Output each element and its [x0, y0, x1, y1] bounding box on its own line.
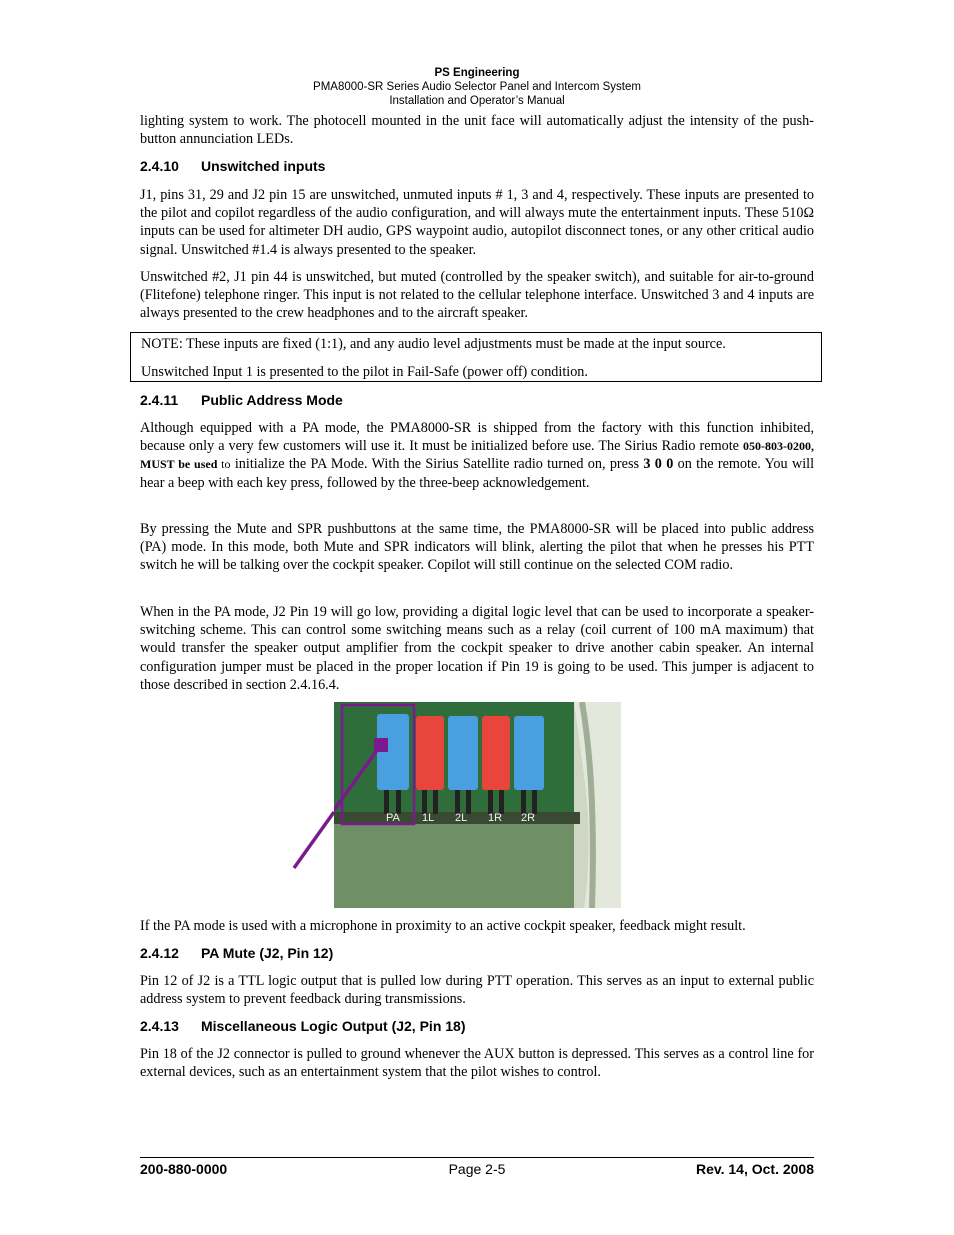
label-2l: 2L: [455, 812, 468, 824]
unswitched-para-1: J1, pins 31, 29 and J2 pin 15 are unswitched, unmuted inputs # 1, 3 and 4, respectively. These inputs are presented to the pilot and copilot regardless of the audio configuration, and will always mute the entertainment inputs. These 510Ω inputs can be used for altimeter DH audio, GPS waypoint audio, autopilot disconnect tones, or any other critical audio signal. Unswitched #1.4 is always presented to the speaker.: [140, 187, 814, 258]
footer-page: Page 2-5: [448, 1161, 506, 1177]
label-1l: 1L: [422, 812, 435, 824]
remote-keys: 3 0 0: [643, 456, 674, 473]
header-product: PMA8000-SR Series Audio Selector Panel and Intercom System: [313, 81, 641, 93]
pa-para-1-to: to: [217, 457, 231, 472]
note-line-2: Unswitched Input 1 is presented to the pilot in Fail-Safe (power off) condition.: [141, 364, 588, 380]
jumper-photo: [334, 702, 621, 908]
footer-rule: [140, 1157, 814, 1158]
footer-doc-number: 200-880-0000: [140, 1161, 228, 1177]
section-number: 2.4.11: [140, 392, 179, 408]
logic-output-para: Pin 18 of the J2 connector is pulled to ground whenever the AUX button is depressed. This serves as a control line for external devices, such as an entertainment system that the pilot wishes to control.: [140, 1046, 814, 1081]
pa-mute-para: Pin 12 of J2 is a TTL logic output that is pulled low during PTT operation. This serves as an input to external public address system to prevent feedback during transmissions.: [140, 973, 814, 1008]
pointer-arrow-tail: [290, 702, 334, 872]
pa-para-1: [140, 419, 814, 492]
note-box: [130, 332, 822, 382]
section-number: 2.4.13: [140, 1018, 179, 1034]
remote-part-number: 050-803-0200, MUST be used: [140, 439, 814, 472]
pa-para-3: When in the PA mode, J2 Pin 19 will go low, providing a digital logic level that can be used to incorporate a speaker-switching scheme. This can control some switching means such as a relay (coil current of 100 mA maximum) that would transfer the speaker output amplifier from the cockpit speaker to drive another cabin speaker. An internal configuration jumper must be placed in the proper location if Pin 19 is going to be used. This jumper is adjacent to those described in section 2.4.16.4.: [140, 604, 814, 693]
section-title: PA Mute (J2, Pin 12): [201, 945, 334, 961]
section-heading-2-4-13: [140, 1018, 466, 1035]
label-1r: 1R: [488, 812, 503, 824]
header-manual: Installation and Operator’s Manual: [389, 95, 565, 107]
pa-para-1-a: Although equipped with a PA mode, the PMA8000-SR is shipped from the factory with this function inhibited, because only a very few customers will use it. It must be initialized before use. The Sirius Radio remote: [140, 420, 814, 455]
section-title: Miscellaneous Logic Output (J2, Pin 18): [201, 1018, 466, 1034]
header-company: PS Engineering: [434, 67, 520, 79]
footer-revision: Rev. 14, Oct. 2008: [695, 1161, 814, 1177]
pa-para-2: By pressing the Mute and SPR pushbuttons at the same time, the PMA8000-SR will be placed into public address (PA) mode. In this mode, both Mute and SPR indicators will blink, alerting the pilot that when he presses his PTT switch he will be talking over the cockpit speaker. Copilot will still continue on the selected COM radio.: [140, 521, 814, 574]
unswitched-para-2: Unswitched #2, J1 pin 44 is unswitched, but muted (controlled by the speaker switch), and suitable for air-to-ground (Flitefone) telephone ringer. This input is not related to the cellular telephone interface. Unswitched 3 and 4 inputs are always presented to the crew headphones and to the aircraft speaker.: [140, 269, 814, 322]
pa-para-4: If the PA mode is used with a microphone in proximity to an active cockpit speaker, feedback might result.: [140, 918, 746, 934]
section-heading-2-4-11: [140, 392, 343, 409]
intro-paragraph: lighting system to work. The photocell mounted in the unit face will automatically adjust the intensity of the push-button annunciation LEDs.: [140, 113, 814, 148]
section-number: 2.4.10: [140, 158, 179, 174]
section-heading-2-4-10: [140, 158, 325, 175]
section-title: Public Address Mode: [201, 392, 343, 408]
label-2r: 2R: [521, 812, 536, 824]
note-line-1: NOTE: These inputs are fixed (1:1), and any audio level adjustments must be made at the input source.: [141, 336, 726, 352]
pa-para-1-c: on the remote. You will hear a beep with each key press, followed by the three-beep acknowledgement.: [140, 456, 815, 491]
section-number: 2.4.12: [140, 945, 179, 961]
label-pa: PA: [386, 812, 400, 824]
pa-para-1-b: initialize the PA Mode. With the Sirius Satellite radio turned on, press: [230, 456, 644, 473]
section-heading-2-4-12: [140, 945, 333, 962]
section-title: Unswitched inputs: [201, 158, 326, 174]
